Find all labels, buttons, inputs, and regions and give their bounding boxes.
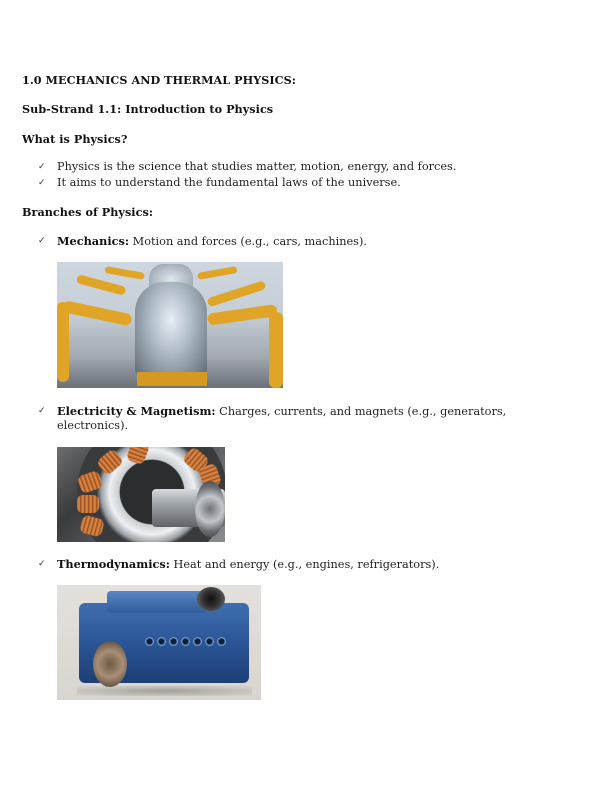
branch-term: Mechanics: <box>57 234 130 248</box>
checkmark-icon: ✓ <box>38 178 46 188</box>
checkmark-icon: ✓ <box>38 559 46 569</box>
motor-stator-image <box>57 447 225 542</box>
branch-description: Charges, currents, and magnets (e.g., generators, electronics). <box>57 405 507 432</box>
branch-description: Heat and energy (e.g., engines, refrigerators). <box>169 558 440 571</box>
bullet-text: Physics is the science that studies matter, motion, energy, and forces. <box>57 160 457 173</box>
branches-heading: Branches of Physics: <box>22 205 153 219</box>
branch-term: Thermodynamics: <box>57 557 170 571</box>
checkmark-icon: ✓ <box>38 236 46 246</box>
what-is-physics-heading: What is Physics? <box>22 132 128 146</box>
branch-term: Electricity & Magnetism: <box>57 404 216 418</box>
branch-description: Motion and forces (e.g., cars, machines). <box>129 235 367 248</box>
bullet-text: It aims to understand the fundamental laws of the universe. <box>57 176 401 189</box>
substrand-heading: Sub-Strand 1.1: Introduction to Physics <box>22 102 274 116</box>
diesel-engine-image <box>57 585 261 700</box>
checkmark-icon: ✓ <box>38 406 46 416</box>
mechanics-assembly-line-image <box>57 262 283 388</box>
section-heading: 1.0 MECHANICS AND THERMAL PHYSICS: <box>22 73 296 87</box>
checkmark-icon: ✓ <box>38 162 46 172</box>
